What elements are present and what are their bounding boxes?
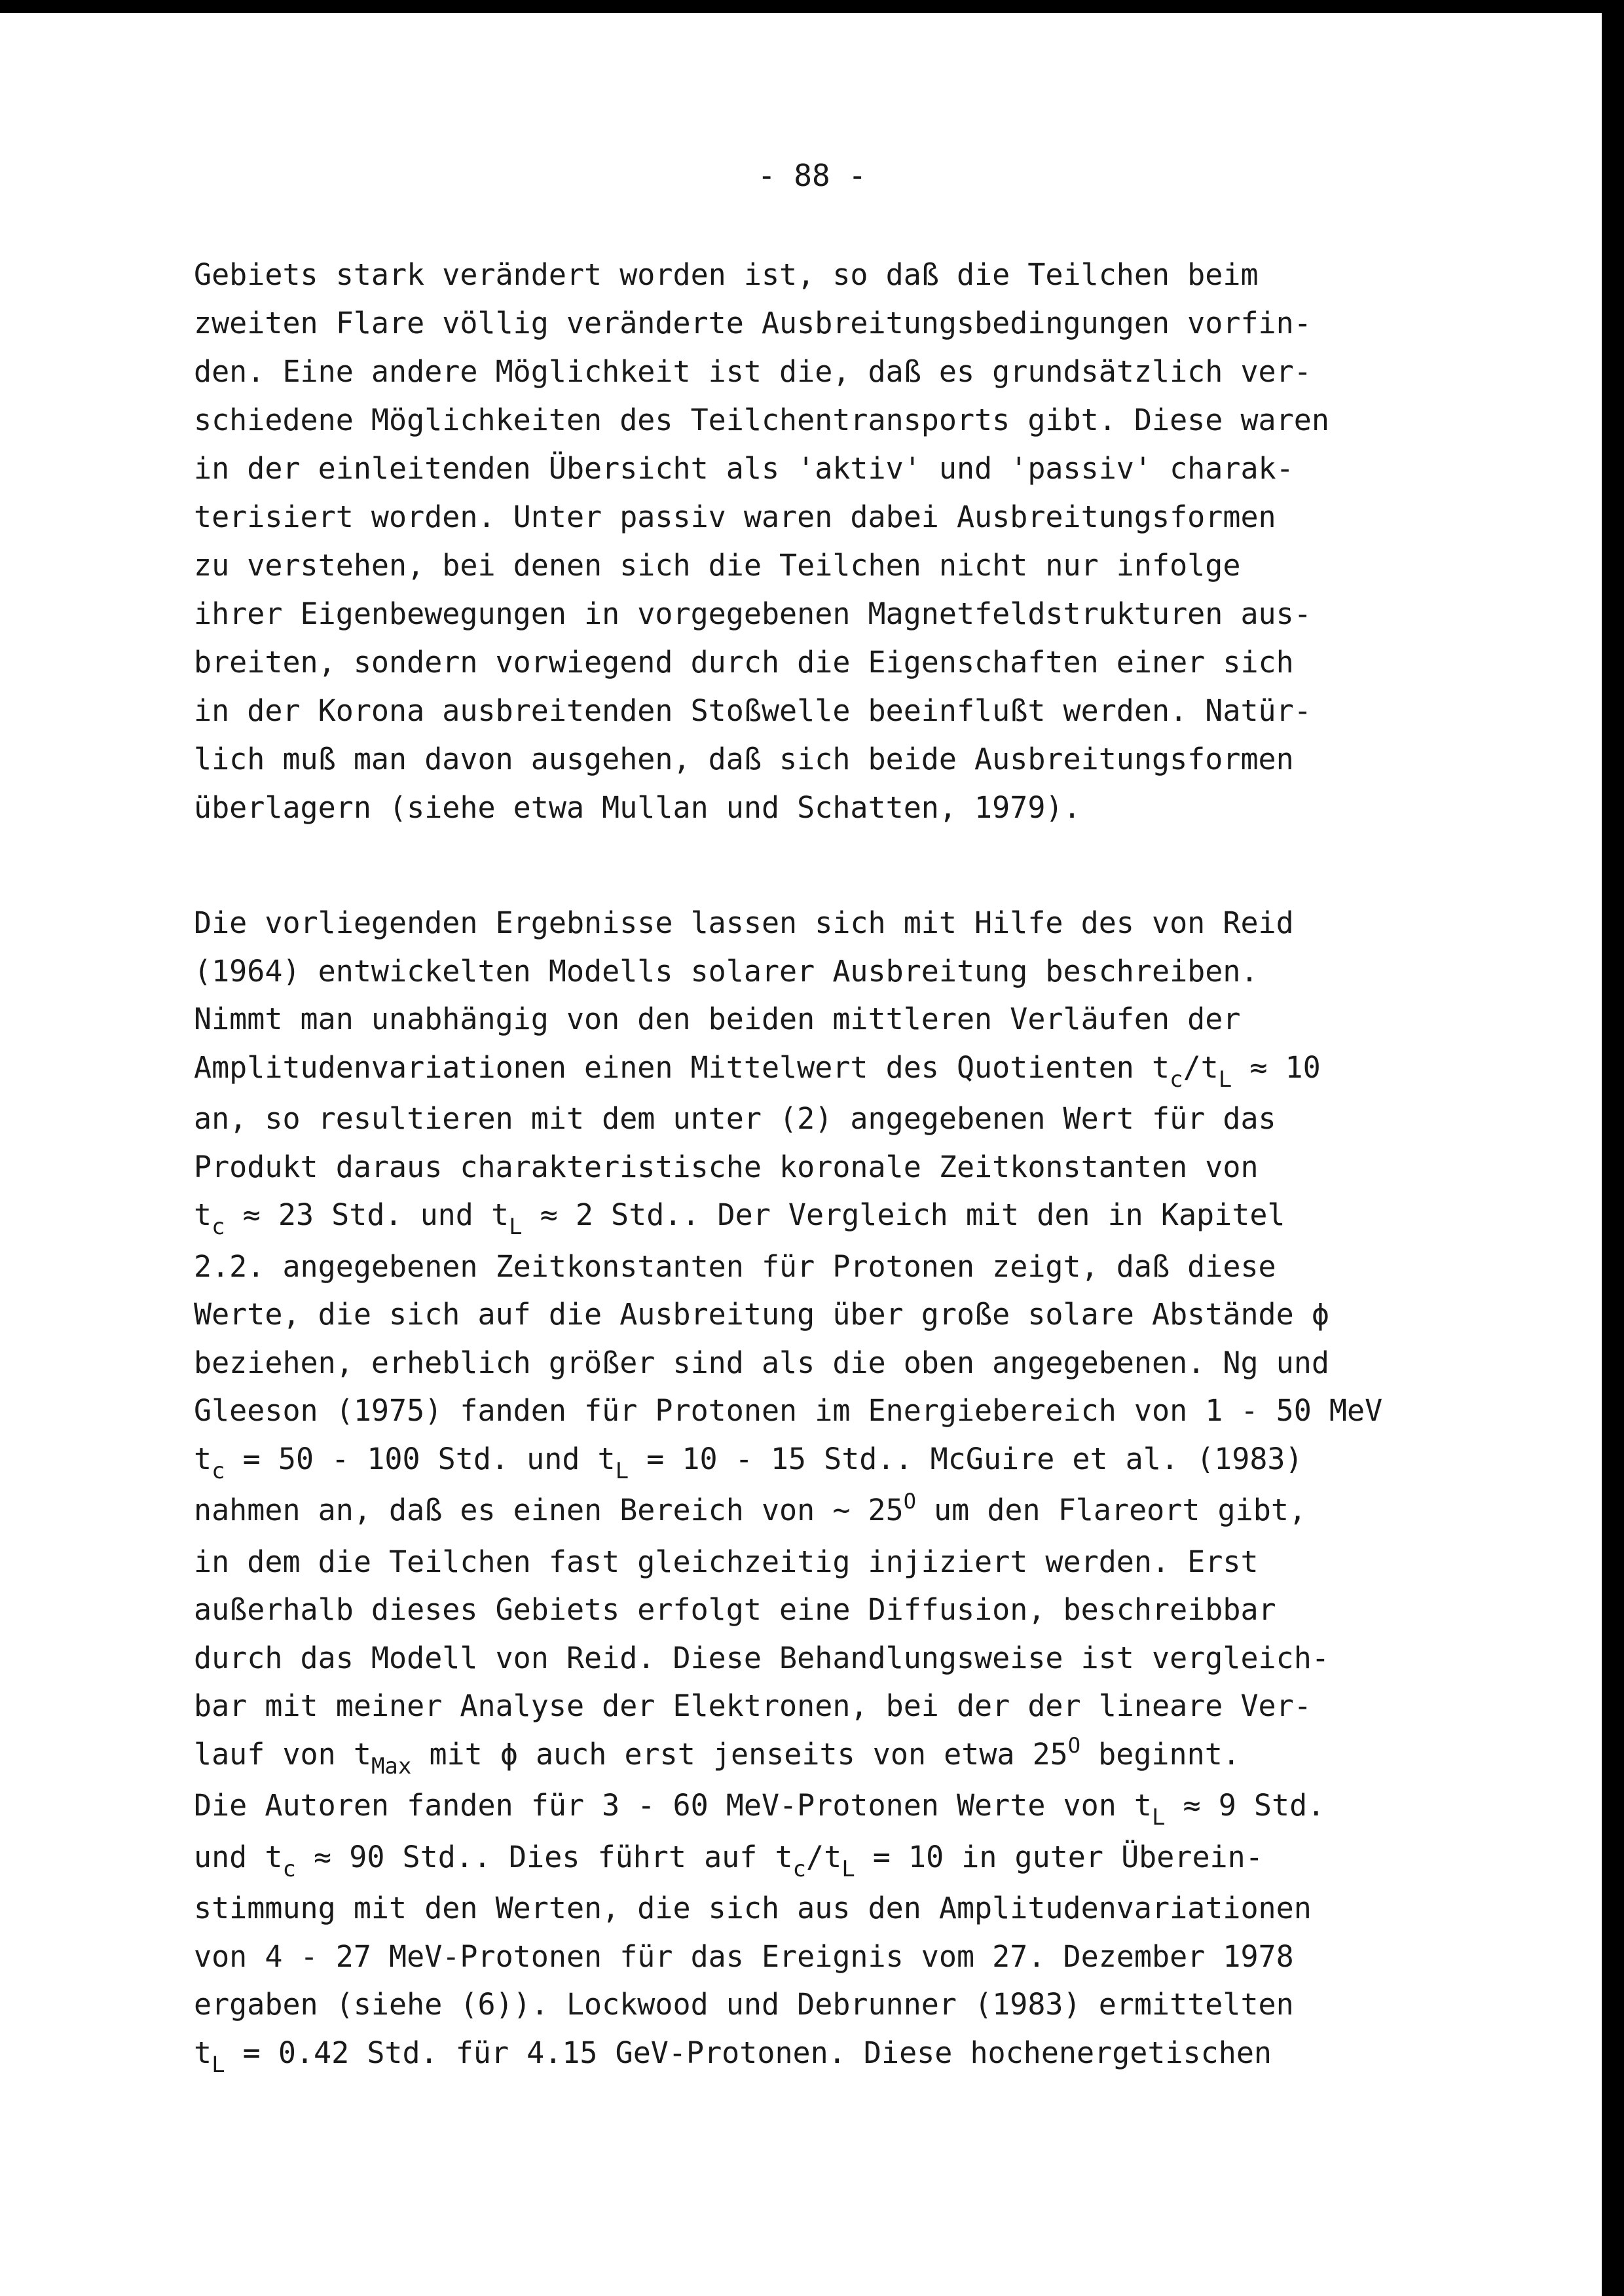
text-line: den. Eine andere Möglichkeit ist die, daß es grundsätzlich ver- bbox=[194, 354, 1312, 389]
text-line: Werte, die sich auf die Ausbreitung über große solare Abstände ϕ bbox=[194, 1297, 1329, 1332]
text-segment: mit ϕ auch erst jenseits von etwa 25 bbox=[411, 1736, 1068, 1772]
text-line: ergaben (siehe (6)). Lockwood und Debrunner (1983) ermittelten bbox=[194, 1987, 1294, 2022]
text-segment: t bbox=[194, 1441, 212, 1476]
text-line: Gebiets stark verändert worden ist, so daß die Teilchen beim bbox=[194, 257, 1259, 292]
text-segment: lauf von t bbox=[194, 1736, 371, 1772]
text-segment: nahmen an, daß es einen Bereich von ~ 25 bbox=[194, 1493, 904, 1527]
text-segment: beginnt. bbox=[1080, 1736, 1240, 1772]
subscript: L bbox=[1151, 1804, 1166, 1831]
subscript: L bbox=[212, 2051, 225, 2078]
text-line: 2.2. angegebenen Zeitkonstanten für Protonen zeigt, daß diese bbox=[194, 1248, 1276, 1284]
text-line: (1964) entwickelten Modells solarer Ausbreitung beschreiben. bbox=[194, 953, 1259, 989]
superscript: O bbox=[1067, 1732, 1081, 1758]
subscript: c bbox=[792, 1855, 807, 1882]
text-segment: ≈ 90 Std.. Dies führt auf t bbox=[295, 1839, 793, 1874]
text-segment: ≈ 2 Std.. Der Vergleich mit den in Kapitel bbox=[522, 1197, 1285, 1232]
scan-border-top bbox=[0, 0, 1624, 13]
text-line bbox=[194, 1486, 1504, 1538]
text-segment: /t bbox=[806, 1839, 842, 1874]
text-line: Produkt daraus charakteristische koronale Zeitkonstanten von bbox=[194, 1149, 1259, 1184]
text-segment: Amplitudenvariationen einen Mittelwert des Quotienten t bbox=[194, 1049, 1170, 1085]
subscript: c bbox=[212, 1457, 225, 1484]
text-segment: und t bbox=[194, 1839, 283, 1874]
text-line bbox=[194, 1833, 1504, 1885]
text-segment: = 50 - 100 Std. und t bbox=[225, 1441, 616, 1476]
text-line: von 4 - 27 MeV-Protonen für das Ereignis vom 27. Dezember 1978 bbox=[194, 1939, 1294, 1974]
text-segment: ≈ 9 Std. bbox=[1165, 1788, 1325, 1823]
text-line: bar mit meiner Analyse der Elektronen, bei der der lineare Ver- bbox=[194, 1688, 1312, 1723]
text-segment: = 10 - 15 Std.. McGuire et al. (1983) bbox=[629, 1441, 1303, 1476]
page-number: - 88 - bbox=[757, 158, 867, 193]
superscript: O bbox=[903, 1489, 916, 1514]
text-line: schiedene Möglichkeiten des Teilchentransports gibt. Diese waren bbox=[194, 403, 1329, 437]
text-line: Gleeson (1975) fanden für Protonen im Energiebereich von 1 - 50 MeV bbox=[194, 1393, 1383, 1428]
text-segment: Die Autoren fanden für 3 - 60 MeV-Protonen Werte von t bbox=[194, 1788, 1152, 1823]
text-line bbox=[194, 1781, 1504, 1833]
text-segment: = 10 in guter Überein- bbox=[855, 1839, 1263, 1874]
text-line: terisiert worden. Unter passiv waren dabei Ausbreitungsformen bbox=[194, 500, 1276, 534]
text-line: überlagern (siehe etwa Mullan und Schatten, 1979). bbox=[194, 790, 1081, 825]
text-line bbox=[194, 1191, 1504, 1243]
text-segment: t bbox=[194, 1197, 212, 1232]
text-line: stimmung mit den Werten, die sich aus den Amplitudenvariationen bbox=[194, 1891, 1312, 1925]
subscript: c bbox=[282, 1855, 296, 1882]
scan-border-right bbox=[1602, 0, 1624, 2296]
subscript: c bbox=[1170, 1066, 1183, 1093]
text-line bbox=[194, 1044, 1504, 1095]
text-line: außerhalb dieses Gebiets erfolgt eine Diffusion, beschreibbar bbox=[194, 1592, 1276, 1627]
text-line: ihrer Eigenbewegungen in vorgegebenen Magnetfeldstrukturen aus- bbox=[194, 596, 1312, 631]
text-line: lich muß man davon ausgehen, daß sich beide Ausbreitungsformen bbox=[194, 742, 1294, 776]
text-line: in der einleitenden Übersicht als 'aktiv' und 'passiv' charak- bbox=[194, 451, 1294, 486]
paragraph-1 bbox=[194, 251, 1504, 832]
text-line: Nimmt man unabhängig von den beiden mittleren Verläufen der bbox=[194, 1002, 1241, 1036]
text-segment: ≈ 23 Std. und t bbox=[225, 1197, 509, 1232]
subscript: L bbox=[509, 1214, 523, 1240]
text-line: in der Korona ausbreitenden Stoßwelle beeinflußt werden. Natür- bbox=[194, 693, 1312, 728]
text-line: beziehen, erheblich größer sind als die oben angegebenen. Ng und bbox=[194, 1345, 1329, 1380]
text-line bbox=[194, 1435, 1504, 1487]
subscript: Max bbox=[371, 1753, 412, 1779]
text-line: breiten, sondern vorwiegend durch die Eigenschaften einer sich bbox=[194, 645, 1294, 680]
text-segment: um den Flareort gibt, bbox=[915, 1493, 1306, 1527]
text-segment: t bbox=[194, 2035, 212, 2070]
text-line bbox=[194, 2029, 1504, 2081]
paragraph-2 bbox=[194, 899, 1504, 2080]
text-line bbox=[194, 1730, 1504, 1782]
text-line: durch das Modell von Reid. Diese Behandlungsweise ist vergleich- bbox=[194, 1640, 1329, 1675]
text-segment: ≈ 10 bbox=[1232, 1049, 1321, 1085]
subscript: L bbox=[1218, 1066, 1232, 1093]
text-segment: /t bbox=[1183, 1049, 1219, 1085]
subscript: c bbox=[212, 1214, 225, 1240]
subscript: L bbox=[615, 1457, 629, 1484]
text-segment: = 0.42 Std. für 4.15 GeV-Protonen. Diese hochenergetischen bbox=[225, 2035, 1272, 2070]
text-line: Die vorliegenden Ergebnisse lassen sich mit Hilfe des von Reid bbox=[194, 905, 1294, 940]
text-line: zweiten Flare völlig veränderte Ausbreitungsbedingungen vorfin- bbox=[194, 306, 1312, 340]
text-line: in dem die Teilchen fast gleichzeitig injiziert werden. Erst bbox=[194, 1544, 1259, 1579]
text-line: an, so resultieren mit dem unter (2) angegebenen Wert für das bbox=[194, 1101, 1276, 1136]
text-line: zu verstehen, bei denen sich die Teilchen nicht nur infolge bbox=[194, 548, 1241, 583]
subscript: L bbox=[841, 1855, 855, 1882]
